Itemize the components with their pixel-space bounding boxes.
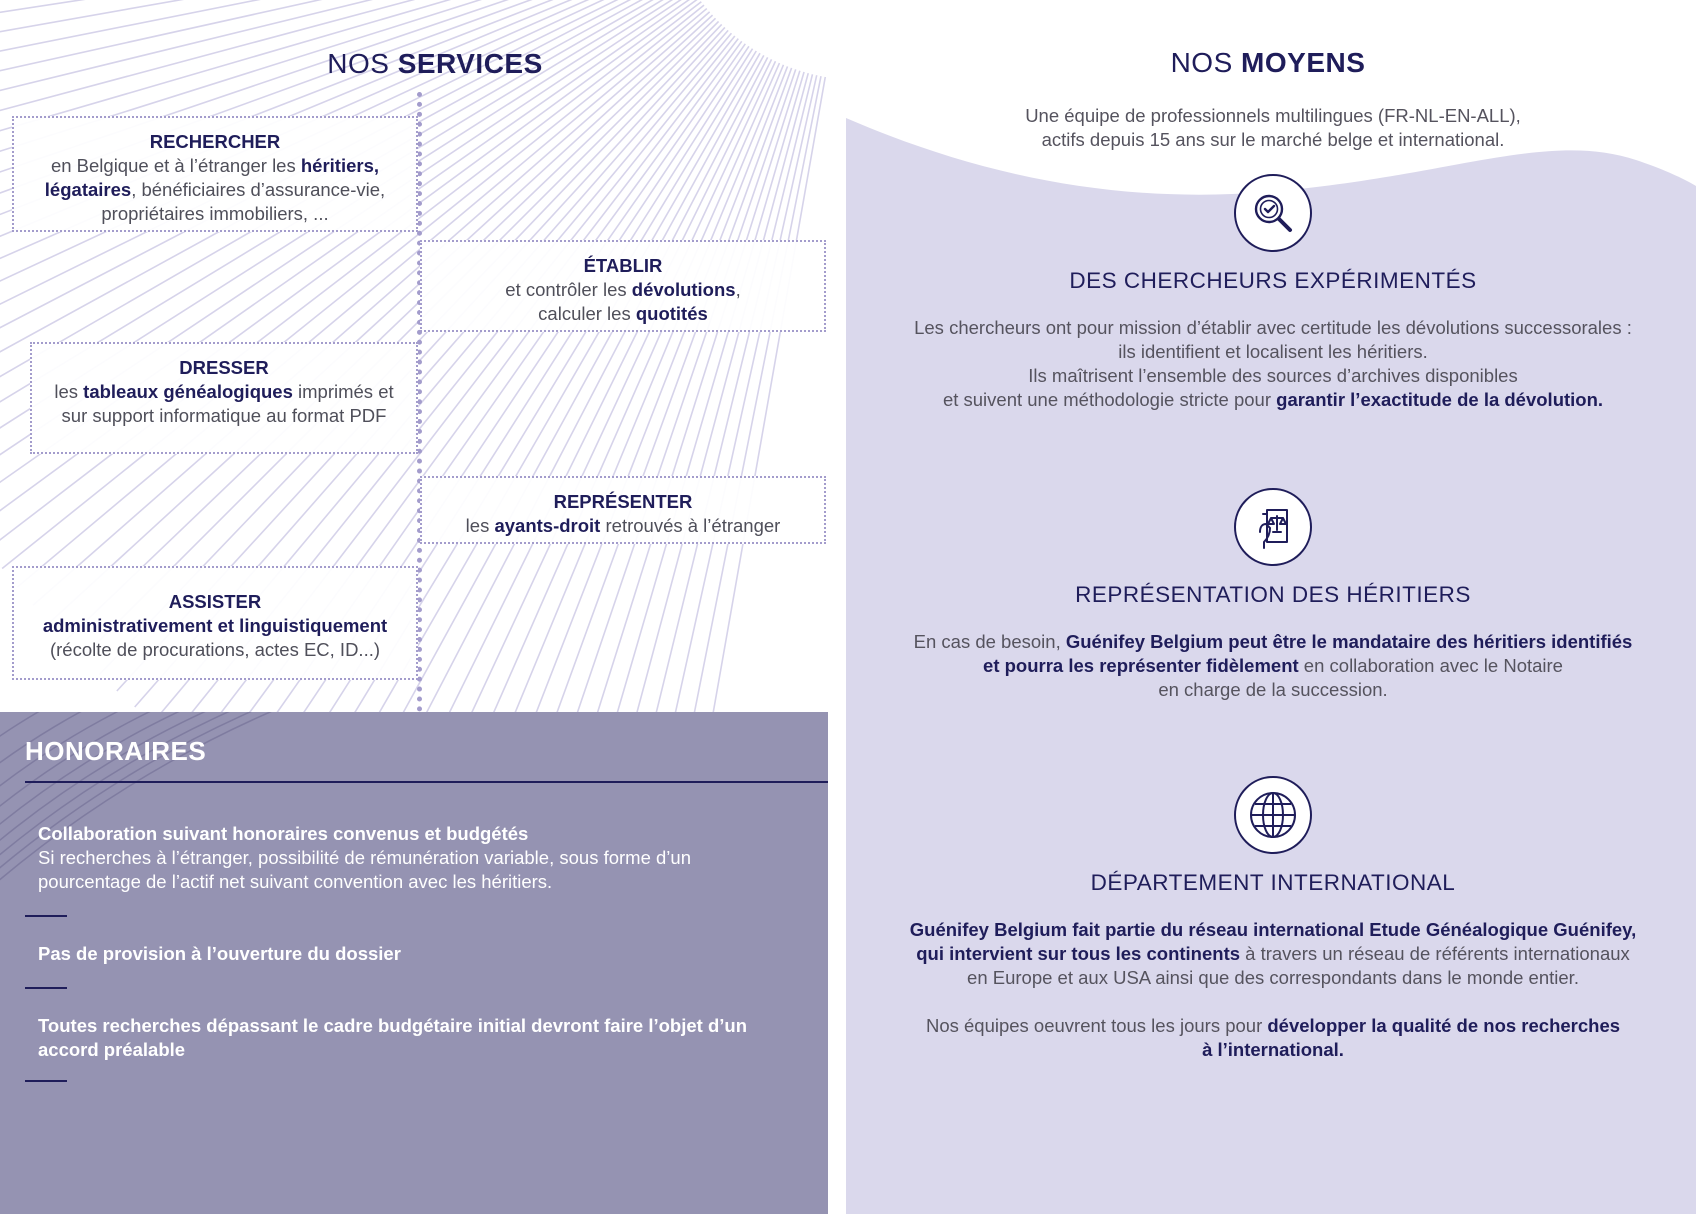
service-text-note: (récolte de procurations, actes EC, ID...) xyxy=(49,639,381,660)
moyens-international xyxy=(850,776,1696,1062)
globe-icon xyxy=(1234,776,1312,854)
moyens-title-bold: MOYENS xyxy=(1241,47,1366,78)
moyens-title-light: NOS xyxy=(1170,47,1233,78)
honoraires-item-2 xyxy=(38,942,758,966)
magnifier-check-icon xyxy=(1234,174,1312,252)
honoraires-divider xyxy=(25,1080,67,1082)
moyens-title xyxy=(1068,47,1468,79)
honoraires-item-title: Pas de provision à l’ouverture du dossier xyxy=(38,943,401,964)
section-heading: DES CHERCHEURS EXPÉRIMENTÉS xyxy=(1069,268,1477,293)
service-heading: ASSISTER xyxy=(168,591,262,612)
service-dresser xyxy=(30,342,418,454)
moyens-chercheurs xyxy=(850,174,1696,412)
section-text: En cas de besoin, Guénifey Belgium peut être le mandataire des héritiers identifiés et pourra les représenter fidèlement en collaboration avec le Notaire en charge de la succession. xyxy=(913,631,1633,700)
moyens-representation xyxy=(850,488,1696,702)
service-heading: RECHERCHER xyxy=(149,131,281,152)
service-heading: DRESSER xyxy=(179,357,269,378)
service-representer xyxy=(420,476,826,544)
service-heading: REPRÉSENTER xyxy=(553,491,693,512)
honoraires-divider xyxy=(25,987,67,989)
section-heading: DÉPARTEMENT INTERNATIONAL xyxy=(1090,870,1456,895)
section-text: Les chercheurs ont pour mission d’établir avec certitude les dévolutions successorales : ils identifient et localisent les héritiers. Ils maîtrisent l’ensemble des sources d’archives disponibles et suivent une méthodologie stricte pour garantir l’exactitude de la dévolution. xyxy=(914,317,1632,410)
moyens-intro: Une équipe de professionnels multilingues (FR-NL-EN-ALL), actifs depuis 15 ans sur le marché belge et international. xyxy=(1025,105,1521,150)
service-text: en Belgique et à l’étranger les héritiers, légataires, bénéficiaires d’assurance-vie, propriétaires immobiliers, ... xyxy=(44,155,386,224)
honoraires-item-title: Collaboration suivant honoraires convenus et budgétés xyxy=(38,823,529,844)
service-text: et contrôler les dévolutions, calculer les quotités xyxy=(505,279,741,324)
service-heading: ÉTABLIR xyxy=(583,255,663,276)
section-text: Guénifey Belgium fait partie du réseau international Etude Généalogique Guénifey, qui intervient sur tous les continents à travers un réseau de référents internationaux en Europe et aux USA ainsi que des correspondants dans le monde entier. Nos équipes oeuvrent tous les jours pour développer la qualité de nos recherches à l’international. xyxy=(909,919,1637,1060)
services-title-light: NOS xyxy=(327,48,390,79)
service-rechercher xyxy=(12,116,418,232)
section-heading: REPRÉSENTATION DES HÉRITIERS xyxy=(1075,582,1471,607)
honoraires-item-1 xyxy=(38,822,758,894)
honoraires-item-text: Si recherches à l’étranger, possibilité de rémunération variable, sous forme d’un pourcentage de l’actif net suivant convention avec les héritiers. xyxy=(38,847,691,892)
service-text: les tableaux généalogiques imprimés et sur support informatique au format PDF xyxy=(54,381,394,426)
services-title-bold: SERVICES xyxy=(397,48,543,79)
honoraires-title: HONORAIRES xyxy=(25,736,207,766)
honoraires-divider xyxy=(25,915,67,917)
honoraires-item-3 xyxy=(38,1014,758,1062)
service-assister xyxy=(12,566,418,680)
service-text: administrativement et linguistiquement xyxy=(42,615,388,636)
services-title xyxy=(250,48,620,80)
service-etablir xyxy=(420,240,826,332)
honoraires-item-title: Toutes recherches dépassant le cadre budgétaire initial devront faire l’objet d’un accord préalable xyxy=(38,1015,748,1060)
document-scales-icon xyxy=(1234,488,1312,566)
service-text: les ayants-droit retrouvés à l’étranger xyxy=(465,515,781,536)
honoraires-rule xyxy=(25,781,828,783)
